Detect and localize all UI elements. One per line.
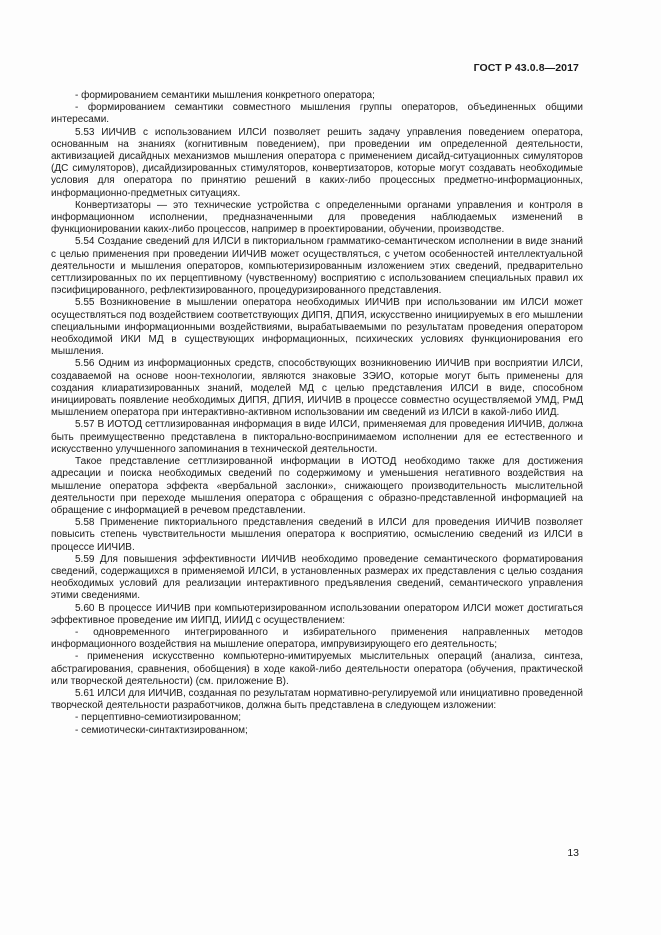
paragraph: Такое представление сеттлизированной информации в ИОТОД необходимо также для достижения адресации и поиска необходимых сведений по содержимому и уменьшения негативного воздействия на мышление оператора эффекта «вербальной заслонки», снижающего производительность мыслительной деятельности при переходе мышления оператора с обращения с образно-представленной информацией на обращение с информацией в речевом представлении. xyxy=(51,456,583,516)
paragraph: 5.55 Возникновение в мышлении оператора необходимых ИИЧИВ при использовании им ИЛСИ может осуществляться под воздействием соответствующих ДИПЯ, ДПИЯ, искусственно инициируемых в его мышлении специальными информационными воздействиями, вырабатываемыми по результатам проведения оператором необходимой ИКИ МД в существующих информационных, психических условиях функционирования его мышления. xyxy=(51,297,583,358)
body-text xyxy=(51,90,583,737)
paragraph: 5.54 Создание сведений для ИЛСИ в пикториальном грамматико-семантическом исполнении в виде знаний с целью применения при проведении ИИЧИВ может осуществляться, с учетом особенностей интеллектуальной деятельности и мышления операторов, компьютеризированным изложением этих сведений, предварительно сеттлизированных по их перцептивному (чувственному) восприятию с использованием специальных правил их пэсифицированного, рефлектизированного, процедуризированного представления. xyxy=(51,236,583,297)
list-item: - применения искусственно компьютерно-имитируемых мыслительных операций (анализа, синтеза, абстрагирования, сравнения, обобщения) в ходе какой-либо деятельности оператора (обучения, практической или творческой деятельности) (см. приложение В). xyxy=(51,651,583,687)
list-item: - семиотически-синтактизированном; xyxy=(75,724,248,736)
list-item: - одновременного интегрированного и избирательного применения направленных методов информационного воздействия на мышление оператора, импрувизирующего его деятельность; xyxy=(51,626,583,651)
paragraph: 5.60 В процессе ИИЧИВ при компьютеризированном использовании оператором ИЛСИ может достигаться эффективное проведение им ИИПД, ИИИД с осуществлением: xyxy=(51,602,583,626)
paragraph: 5.61 ИЛСИ для ИИЧИВ, созданная по результатам нормативно-регулируемой или инициативно проведенной творческой деятельности разработчиков, должна быть представлена в следующем изложении: xyxy=(51,687,583,712)
page-number: 13 xyxy=(567,847,579,859)
paragraph: 5.57 В ИОТОД сеттлизированная информация в виде ИЛСИ, применяемая для проведения ИИЧИВ, должна быть преимущественно представлена в пикторально-воспринимаемом исполнении для ее естественного и искусственно улучшенного запоминания в технической деятельности. xyxy=(51,419,583,455)
paragraph: 5.58 Применение пикториального представления сведений в ИЛСИ для проведения ИИЧИВ позволяет повысить степень чувствительности мышления оператора к восприятию, осмыслению сведений из ИЛСИ в процессе ИИЧИВ. xyxy=(51,517,583,553)
paragraph: 5.56 Одним из информационных средств, способствующих возникновению ИИЧИВ при восприятии ИЛСИ, создаваемой на основе ноон-технологии, являются знаковые ЗЭИО, которые могут быть применены для создания клиаратизированных знаний, моделей МД с целью представления ИЛСИ в виде, способном инициировать появление необходимых ДИПЯ, ДПИЯ, ИИЧИВ в процессе совместно осуществляемой УМД, РмД мышлением оператора при интерактивно-активном использовании им сведений из ИЛСИ в какой-либо ИИД. xyxy=(51,358,583,419)
list-item: - перцептивно-семиотизированном; xyxy=(75,712,241,724)
paragraph: Конвертизаторы — это технические устройства с определенными органами управления и контроля в информационном исполнении, предназначенными для проведения наблюдаемых изменений в функционировании каких-либо процессов, например в проектировании, обучении, производстве. xyxy=(51,199,583,236)
list-item: - формированием семантики мышления конкретного оператора; xyxy=(75,90,375,101)
paragraph: 5.53 ИИЧИВ с использованием ИЛСИ позволяет решить задачу управления поведением оператора, основанным на знаниях (когнитивным поведением), при проведении им определенной деятельности, активизацией дисайдных механизмов мышления оператора с применением дисайд-ситуационных симуляторов (ДС симуляторов), дисайдизированных стимуляторов, конвертизаторов, которые могут создавать необходимые условия для оператора по принятию решений в каких-либо процессных предметно-информационных, информационно-предметных ситуациях. xyxy=(51,126,583,199)
paragraph: 5.59 Для повышения эффективности ИИЧИВ необходимо проведение семантического форматирования сведений, содержащихся в применяемой ИЛСИ, в установленных размерах их представления с целью создания необходимых условий для реализации интерактивного предъявления сведений, семантического управления этими сведениями. xyxy=(51,553,583,602)
standard-header: ГОСТ Р 43.0.8—2017 xyxy=(473,62,579,74)
list-item: - формированием семантики совместного мышления группы операторов, объединенных общими интересами. xyxy=(51,102,583,126)
